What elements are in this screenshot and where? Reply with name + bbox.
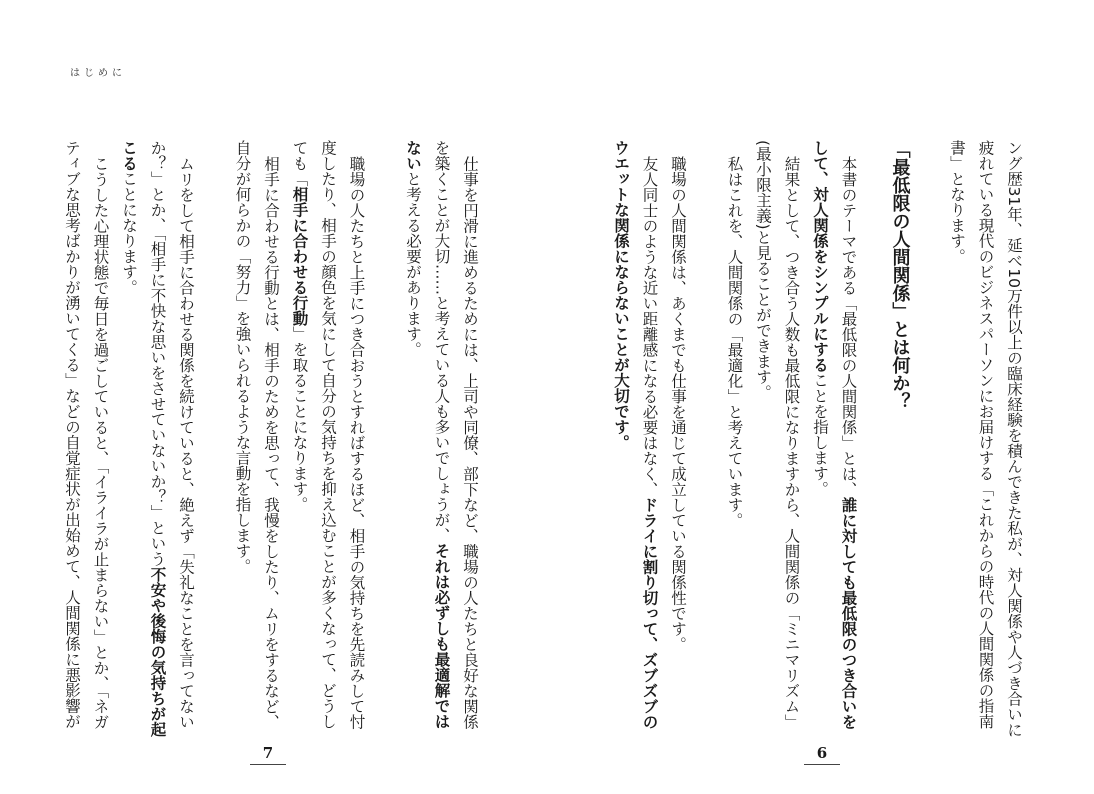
emphasis-text: ドライに割り切って、ズブズブのウエットな関係にならないことが大切です。	[612, 140, 659, 729]
paragraph-text: 相手に合わせる行動とは、相手のためを思って、我慢をしたり、ムリをするなど、自分が何らかの「努力」を強いられるような言動を指します。	[233, 140, 280, 729]
paragraph	[58, 140, 115, 740]
paragraph-text: 仕事を円滑に進めるためには、上司や同僚、部下など、職場の人たちと良好な関係を築くことが大切……と考えている人も多いでしょうが、	[432, 140, 479, 729]
paragraph-text: ムリをして相手に合わせる関係を続けていると、絶えず「失礼なことを言ってないか？」とか、「相手に不快な思いをさせていないか？」という	[148, 140, 195, 729]
paragraph-text: 職場の人たちと上手につき合おうとすればするほど、相手の気持ちを先読みして忖度したり、相手の顔色を気にして自分の気持ちを抑え込むことが多くなって、どうしても「	[290, 140, 366, 729]
paragraph	[664, 140, 693, 740]
paragraph-text: 私はこれを、人間関係の「最適化」と考えています。	[725, 155, 744, 528]
paragraph	[399, 140, 485, 740]
emphasis-text: 誰に対しても最低限のつき合いをして、対人関係をシンプルにする	[811, 140, 858, 729]
paragraph-text: ング歴31年、延べ10万件以上の臨床経験を積んできた私が、対人関係や人づき合いに疲れている現代のビジネスパーソンにお届けする「これからの時代の人間関係の指南書」となります。	[948, 140, 1023, 738]
paragraph-text: 結果として、つき合う人数も最低限になりますから、人間関係の「ミニマリズム」(最小限主義)と見ることができます。	[754, 140, 801, 729]
paragraph-text: 職場の人間関係は、あくまでも仕事を通じて成立している関係性です。	[669, 155, 687, 652]
paragraph-text: 」を取ることになります。	[290, 326, 309, 512]
paragraph-text: 「最低限の人間関係」とは何か？	[889, 140, 911, 410]
paragraph-text: ことを指します。	[811, 372, 829, 497]
page-number-left: 7	[250, 744, 286, 765]
page-number-right: 6	[804, 744, 840, 765]
paragraph-text: ことになります。	[120, 171, 138, 295]
paragraph	[115, 140, 201, 740]
paragraph	[943, 140, 1029, 740]
emphasis-text: 不安や後悔の気持ちが起こる	[120, 140, 167, 737]
paragraph-text: 本書のテーマである「最低限の人間関係」とは、	[839, 155, 858, 497]
section-heading	[885, 140, 915, 740]
page-right-text	[558, 140, 1028, 740]
page-left-text	[14, 140, 484, 740]
paragraph	[720, 140, 749, 740]
paragraph	[749, 140, 806, 740]
paragraph	[607, 140, 664, 740]
paragraph	[228, 140, 285, 740]
paragraph-text: と考える必要があります。	[404, 171, 422, 357]
paragraph	[806, 140, 863, 740]
paragraph-text: 友人同士のような近い距離感になる必要はなく、	[640, 155, 659, 497]
emphasis-text: それは必ずしも最適解ではない	[404, 140, 451, 729]
running-head: はじめに	[70, 68, 126, 79]
paragraph-text: こうした心理状態で毎日を過ごしていると、「イライラが止まらない」とか、「ネガティブな思考ばかりが湧いてくる」などの自覚症状が出始めて、人間関係に悪影響が	[63, 140, 110, 729]
emphasis-text: 相手に合わせる行動	[290, 186, 309, 326]
paragraph	[285, 140, 371, 740]
